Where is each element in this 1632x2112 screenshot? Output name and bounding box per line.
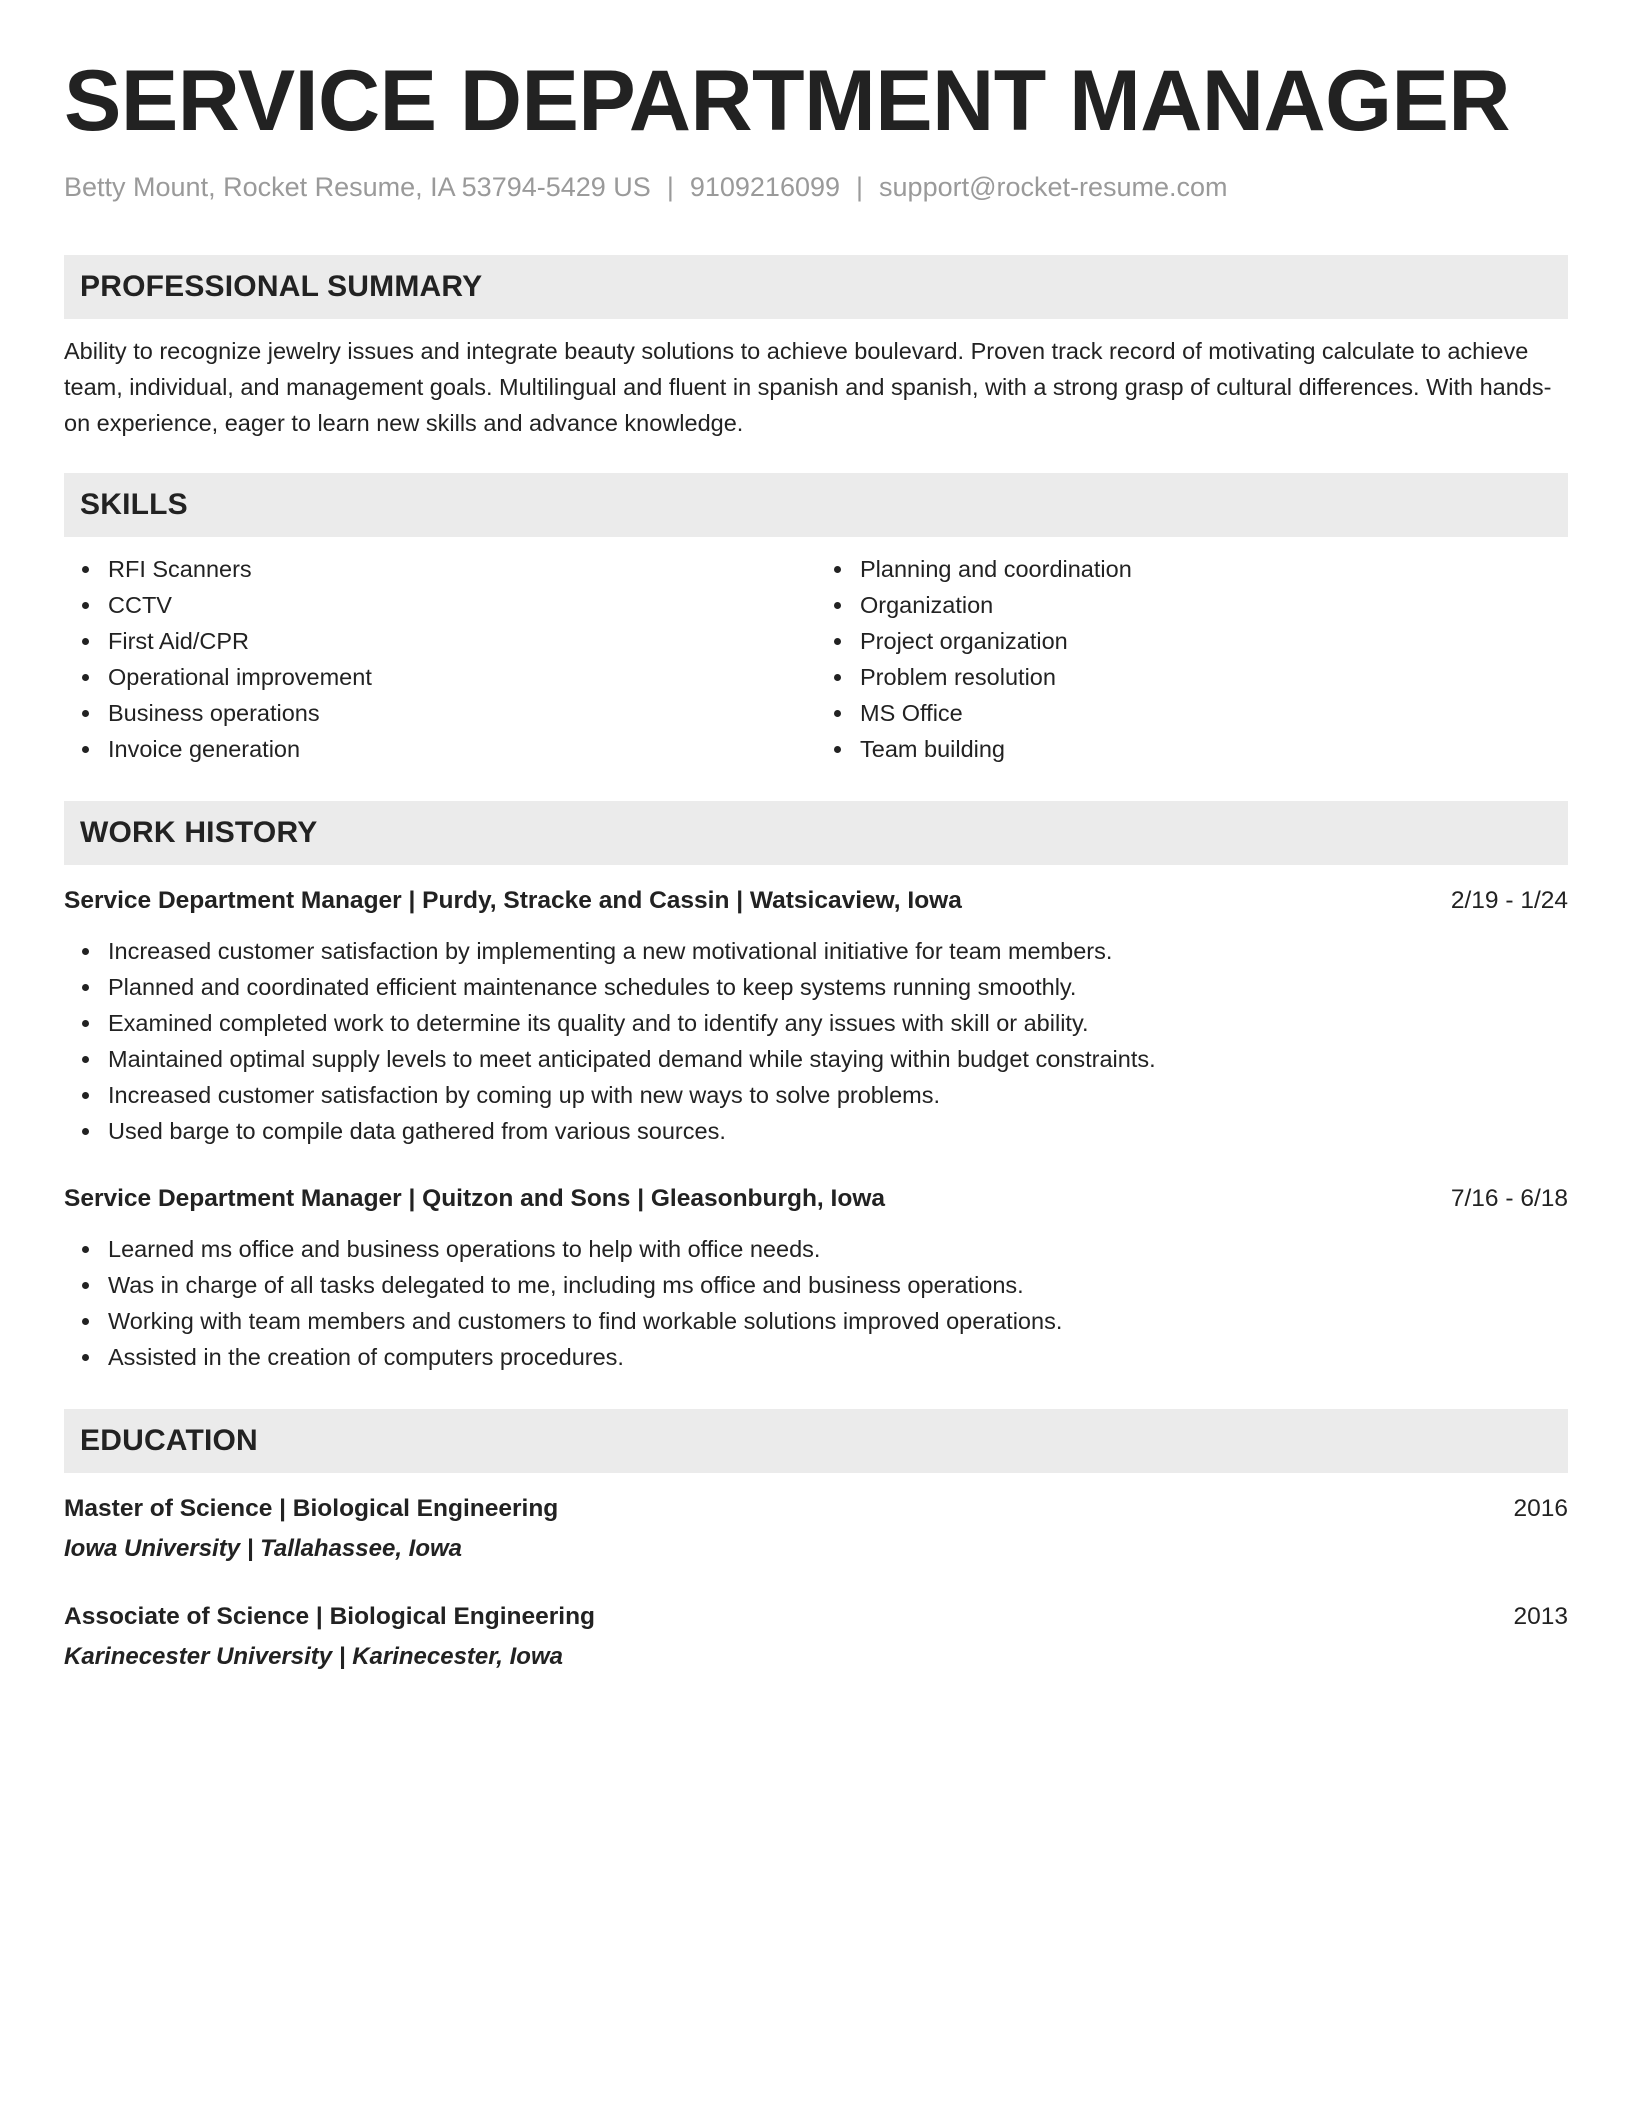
section-heading-education: EDUCATION [64,1409,1568,1473]
job-bullet: Working with team members and customers to find workable solutions improved operations. [64,1303,1568,1339]
contact-email: support@rocket-resume.com [879,172,1228,202]
section-heading-skills: SKILLS [64,473,1568,537]
skill-item: First Aid/CPR [64,623,816,659]
job-bullet: Used barge to compile data gathered from various sources. [64,1113,1568,1149]
skills-list-right [816,551,1568,767]
contact-phone: 9109216099 [689,172,841,202]
job-dates: 7/16 - 6/18 [1450,1185,1568,1212]
job-bullets [64,1231,1568,1375]
section-heading-summary: PROFESSIONAL SUMMARY [64,255,1568,319]
skills-column-left [64,551,816,767]
school-name: Karinecester University | Karinecester, Iowa [64,1643,563,1670]
job-bullet: Planned and coordinated efficient maintenance schedules to keep systems running smoothly. [64,969,1568,1005]
education-entry [64,1491,1568,1567]
section-heading-work: WORK HISTORY [64,801,1568,865]
degree-title: Master of Science | Biological Engineering [64,1495,559,1522]
job-entry [64,1181,1568,1375]
graduation-year: 2016 [1513,1495,1568,1522]
job-header [64,883,1568,919]
job-dates: 2/19 - 1/24 [1450,887,1568,914]
job-bullet: Learned ms office and business operations to help with office needs. [64,1231,1568,1267]
skill-item: Project organization [816,623,1568,659]
summary-text: Ability to recognize jewelry issues and integrate beauty solutions to achieve boulevard. Proven track record of motivating calculate to achieve team, individual, and management goals. Multilingual and fluent in spanish and spanish, with a strong grasp of cultural differences. With hands-on experience, eager to learn new skills and advance knowledge. [64,338,1552,436]
job-bullet: Examined completed work to determine its quality and to identify any issues with skill or ability. [64,1005,1568,1041]
skill-item: Team building [816,731,1568,767]
contact-separator: | [666,172,674,202]
job-title: Service Department Manager | Purdy, Stracke and Cassin | Watsicaview, Iowa [64,887,962,914]
school-name: Iowa University | Tallahassee, Iowa [64,1535,462,1562]
degree-title: Associate of Science | Biological Engineering [64,1603,596,1630]
contact-separator: | [856,172,864,202]
contact-line [64,172,1568,203]
work-history-section [64,801,1568,1375]
skill-item: RFI Scanners [64,551,816,587]
skills-list-left [64,551,816,767]
graduation-year: 2013 [1513,1603,1568,1630]
education-section [64,1409,1568,1675]
education-entry [64,1599,1568,1675]
skill-item: Operational improvement [64,659,816,695]
job-bullet: Assisted in the creation of computers procedures. [64,1339,1568,1375]
job-bullet: Increased customer satisfaction by coming up with new ways to solve problems. [64,1077,1568,1113]
skills-column-right [816,551,1568,767]
job-title: Service Department Manager | Quitzon and Sons | Gleasonburgh, Iowa [64,1185,886,1212]
skills-section [64,473,1568,767]
education-header [64,1491,1568,1527]
job-header [64,1181,1568,1217]
job-bullet: Increased customer satisfaction by implementing a new motivational initiative for team members. [64,933,1568,969]
skill-item: Organization [816,587,1568,623]
professional-summary-section [64,255,1568,441]
skill-item: Planning and coordination [816,551,1568,587]
skill-item: MS Office [816,695,1568,731]
skill-item: CCTV [64,587,816,623]
education-header [64,1599,1568,1635]
job-bullet: Was in charge of all tasks delegated to me, including ms office and business operations. [64,1267,1568,1303]
skill-item: Invoice generation [64,731,816,767]
skill-item: Business operations [64,695,816,731]
skills-grid [64,551,1568,767]
job-bullets [64,933,1568,1149]
job-bullet: Maintained optimal supply levels to meet anticipated demand while staying within budget constraints. [64,1041,1568,1077]
resume-title: SERVICE DEPARTMENT MANAGER [64,53,1510,149]
job-entry [64,883,1568,1149]
skill-item: Problem resolution [816,659,1568,695]
contact-address: Betty Mount, Rocket Resume, IA 53794-5429 US [64,172,651,202]
